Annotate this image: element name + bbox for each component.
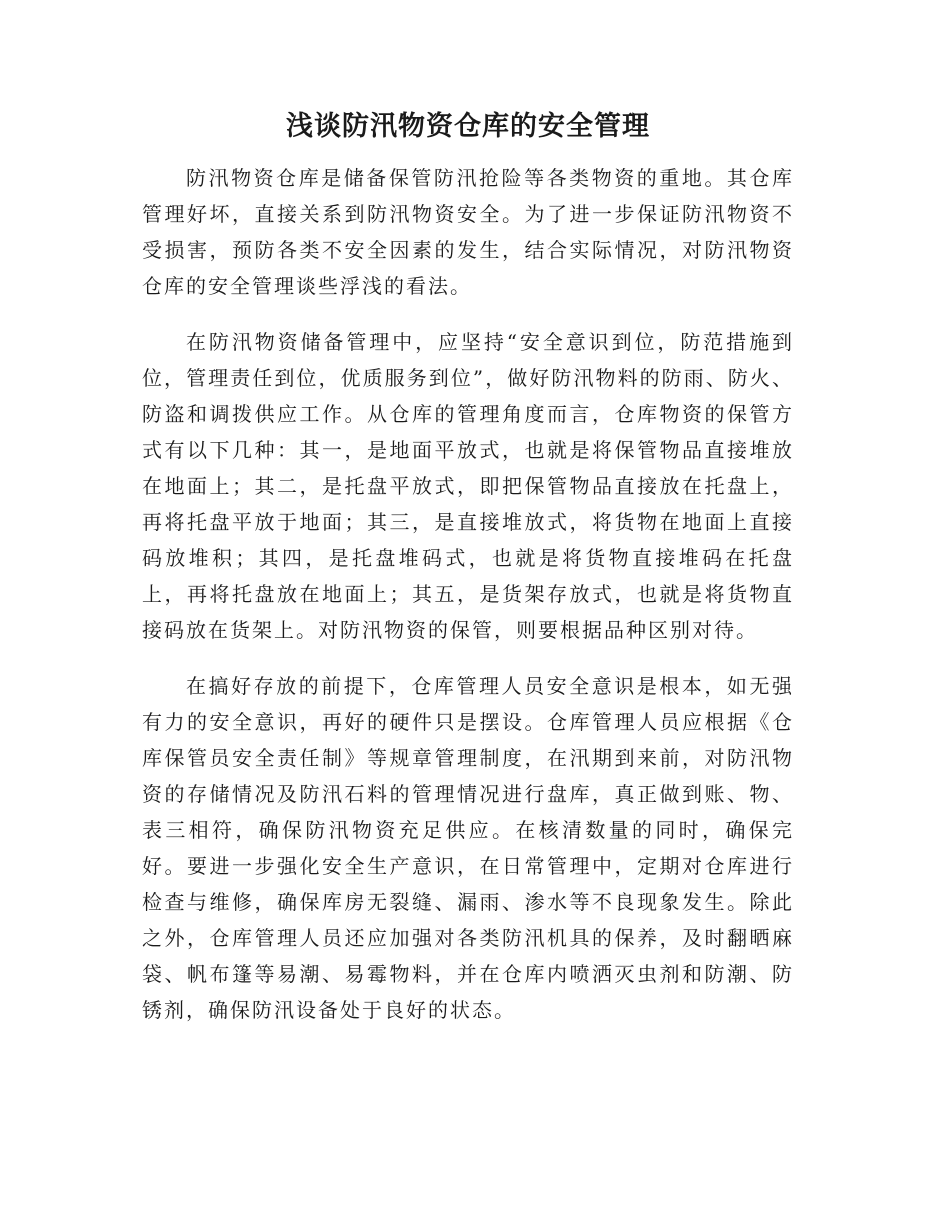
paragraph-2: 在防汛物资储备管理中，应坚持“安全意识到位，防范措施到位，管理责任到位，优质服务到位”，做好防汛物料的防雨、防火、防盗和调拨供应工作。从仓库的管理角度而言，仓库物资的保管方式有以下几种：其一，是地面平放式，也就是将保管物品直接堆放在地面上；其二，是托盘平放式，即把保管物品直接放在托盘上，再将托盘平放于地面；其三，是直接堆放式，将货物在地面上直接码放堆积；其四，是托盘堆码式，也就是将货物直接堆码在托盘上，再将托盘放在地面上；其五，是货架存放式，也就是将货物直接码放在货架上。对防汛物资的保管，则要根据品种区别对待。 bbox=[142, 330, 794, 642]
document-title: 浅谈防汛物资仓库的安全管理 bbox=[286, 111, 650, 142]
paragraph-3: 在搞好存放的前提下，仓库管理人员安全意识是根本，如无强有力的安全意识，再好的硬件只是摆设。仓库管理人员应根据《仓库保管员安全责任制》等规章管理制度，在汛期到来前，对防汛物资的存储情况及防汛石料的管理情况进行盘库，真正做到账、物、表三相符，确保防汛物资充足供应。在核清数量的同时，确保完好。要进一步强化安全生产意识，在日常管理中，定期对仓库进行检查与维修，确保库房无裂缝、漏雨、渗水等不良现象发生。除此之外，仓库管理人员还应加强对各类防汛机具的保养，及时翻晒麻袋、帆布篷等易潮、易霉物料，并在仓库内喷洒灭虫剂和防潮、防锈剂，确保防汛设备处于良好的状态。 bbox=[142, 674, 794, 1022]
paragraph-1: 防汛物资仓库是储备保管防汛抢险等各类物资的重地。其仓库管理好坏，直接关系到防汛物资安全。为了进一步保证防汛物资不受损害，预防各类不安全因素的发生，结合实际情况，对防汛物资仓库的安全管理谈些浮浅的看法。 bbox=[142, 166, 794, 298]
